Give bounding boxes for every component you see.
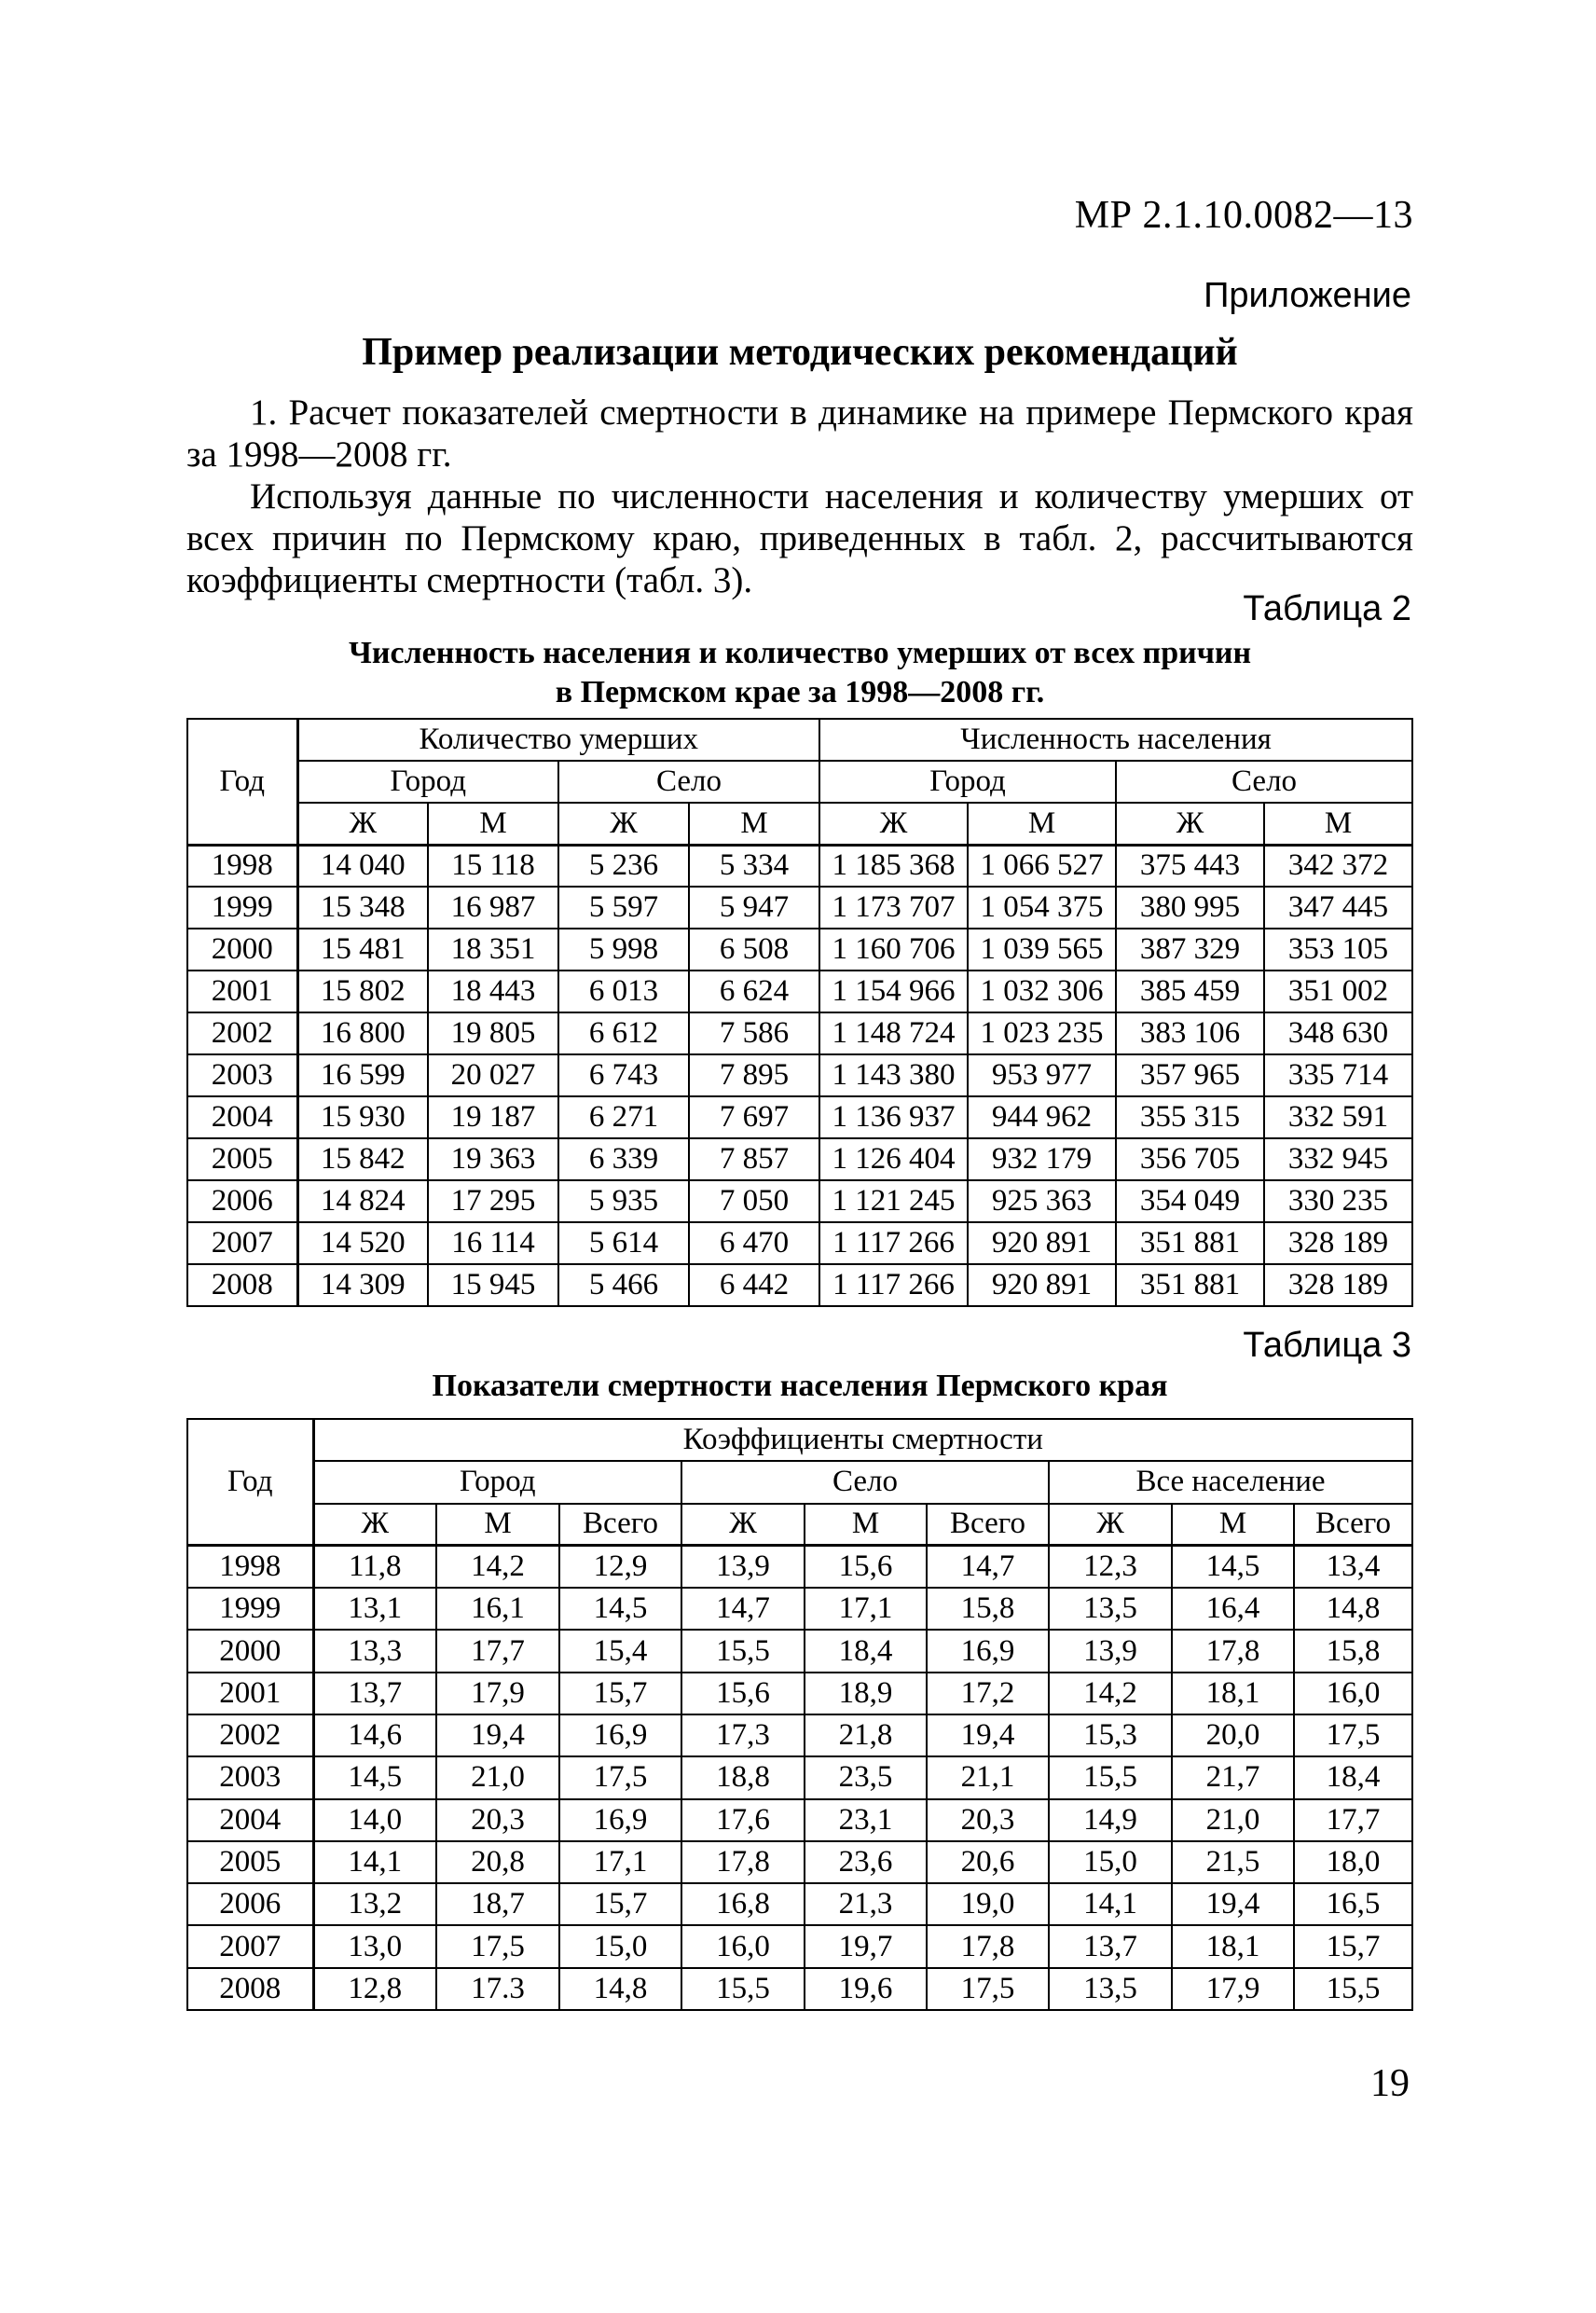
table-cell: 16,1 <box>436 1588 559 1630</box>
table-cell: 17,5 <box>559 1756 681 1798</box>
table-cell: 15 118 <box>428 845 558 887</box>
table-cell: 18,8 <box>681 1756 805 1798</box>
table-cell: 15,5 <box>1294 1968 1412 2010</box>
sex-m-header: М <box>428 803 558 845</box>
table-cell: 5 334 <box>689 845 819 887</box>
table-cell: 17,1 <box>559 1841 681 1883</box>
table-cell: 15,0 <box>559 1925 681 1967</box>
table-cell: 11,8 <box>313 1546 436 1588</box>
table-cell: 5 998 <box>558 929 689 971</box>
table-cell: 15 481 <box>297 929 428 971</box>
table-row <box>187 1588 1412 1630</box>
table-cell: 17,7 <box>436 1630 559 1672</box>
table-cell: 17,2 <box>927 1673 1049 1714</box>
table-cell: 14,6 <box>313 1714 436 1756</box>
table-row <box>187 1054 1412 1096</box>
sex-f-header: Ж <box>313 1504 436 1546</box>
table-row <box>187 1546 1412 1588</box>
year-cell: 2002 <box>187 1012 297 1054</box>
table-cell: 342 372 <box>1264 845 1412 887</box>
table-cell: 19,4 <box>1172 1883 1294 1925</box>
sex-m-header: М <box>689 803 819 845</box>
table-cell: 1 136 937 <box>819 1096 968 1138</box>
table-cell: 348 630 <box>1264 1012 1412 1054</box>
table-cell: 15,5 <box>681 1968 805 2010</box>
table-header-row <box>187 1461 1412 1503</box>
table-cell: 15,8 <box>927 1588 1049 1630</box>
table-cell: 19 805 <box>428 1012 558 1054</box>
table-row <box>187 1180 1412 1222</box>
table-cell: 1 023 235 <box>968 1012 1116 1054</box>
table2-label: Таблица 2 <box>1243 589 1411 628</box>
table-cell: 16,5 <box>1294 1883 1412 1925</box>
table-row <box>187 971 1412 1012</box>
table-cell: 944 962 <box>968 1096 1116 1138</box>
table-cell: 385 459 <box>1116 971 1264 1012</box>
table-cell: 1 148 724 <box>819 1012 968 1054</box>
table-cell: 15 930 <box>297 1096 428 1138</box>
table3-label: Таблица 3 <box>1243 1326 1411 1365</box>
appendix-label: Приложение <box>1204 276 1411 315</box>
table-cell: 14,5 <box>1172 1546 1294 1588</box>
year-header: Год <box>187 1419 313 1546</box>
deaths-city-header: Город <box>297 761 558 803</box>
table-cell: 18,7 <box>436 1883 559 1925</box>
table-cell: 16,9 <box>559 1714 681 1756</box>
table-cell: 14 520 <box>297 1222 428 1264</box>
table-cell: 17,5 <box>1294 1714 1412 1756</box>
table-row <box>187 1012 1412 1054</box>
table-header-row <box>187 719 1412 761</box>
table-cell: 13,3 <box>313 1630 436 1672</box>
table-row <box>187 1799 1412 1841</box>
year-cell: 2005 <box>187 1841 313 1883</box>
table-cell: 5 935 <box>558 1180 689 1222</box>
table-row <box>187 929 1412 971</box>
year-cell: 2006 <box>187 1883 313 1925</box>
year-cell: 2007 <box>187 1222 297 1264</box>
table-cell: 7 857 <box>689 1138 819 1180</box>
table-cell: 23,5 <box>805 1756 927 1798</box>
table-cell: 14,2 <box>1049 1673 1172 1714</box>
sex-f-header: Ж <box>1116 803 1264 845</box>
table-cell: 13,2 <box>313 1883 436 1925</box>
table-cell: 920 891 <box>968 1222 1116 1264</box>
table-cell: 19,0 <box>927 1883 1049 1925</box>
year-cell: 2007 <box>187 1925 313 1967</box>
table-cell: 387 329 <box>1116 929 1264 971</box>
table-row <box>187 1968 1412 2010</box>
table-cell: 1 117 266 <box>819 1264 968 1306</box>
table-cell: 1 032 306 <box>968 971 1116 1012</box>
table-cell: 15,5 <box>1049 1756 1172 1798</box>
table-row <box>187 845 1412 887</box>
sex-m-header: М <box>436 1504 559 1546</box>
table-cell: 16,9 <box>927 1630 1049 1672</box>
table-cell: 16 987 <box>428 887 558 929</box>
table-cell: 20,3 <box>927 1799 1049 1841</box>
table-cell: 5 947 <box>689 887 819 929</box>
table-cell: 13,5 <box>1049 1588 1172 1630</box>
table-cell: 1 126 404 <box>819 1138 968 1180</box>
table-cell: 13,4 <box>1294 1546 1412 1588</box>
table-cell: 15,0 <box>1049 1841 1172 1883</box>
table-cell: 13,0 <box>313 1925 436 1967</box>
table-cell: 5 597 <box>558 887 689 929</box>
year-cell: 1999 <box>187 887 297 929</box>
year-cell: 2005 <box>187 1138 297 1180</box>
table-cell: 6 013 <box>558 971 689 1012</box>
page-title: Пример реализации методических рекомендаций <box>362 331 1238 374</box>
table-cell: 15,7 <box>1294 1925 1412 1967</box>
table-cell: 16 599 <box>297 1054 428 1096</box>
table-cell: 17.3 <box>436 1968 559 2010</box>
sex-f-header: Ж <box>558 803 689 845</box>
table-header-row <box>187 761 1412 803</box>
year-cell: 1999 <box>187 1588 313 1630</box>
table-cell: 15,3 <box>1049 1714 1172 1756</box>
table-cell: 14,8 <box>559 1968 681 2010</box>
table-cell: 1 066 527 <box>968 845 1116 887</box>
table-cell: 1 121 245 <box>819 1180 968 1222</box>
table-cell: 15,7 <box>559 1883 681 1925</box>
table-cell: 383 106 <box>1116 1012 1264 1054</box>
sex-m-header: М <box>805 1504 927 1546</box>
table-row <box>187 1096 1412 1138</box>
table-cell: 18,9 <box>805 1673 927 1714</box>
population-deaths-table <box>186 718 1413 1307</box>
table-cell: 21,0 <box>1172 1799 1294 1841</box>
deaths-village-header: Село <box>558 761 819 803</box>
year-cell: 2008 <box>187 1968 313 2010</box>
table-cell: 332 591 <box>1264 1096 1412 1138</box>
table-cell: 925 363 <box>968 1180 1116 1222</box>
table-cell: 20,8 <box>436 1841 559 1883</box>
table-cell: 17,8 <box>1172 1630 1294 1672</box>
table3-title: Показатели смертности населения Пермского края <box>432 1369 1168 1403</box>
table-cell: 14,5 <box>559 1588 681 1630</box>
sex-f-header: Ж <box>819 803 968 845</box>
year-cell: 2002 <box>187 1714 313 1756</box>
table-cell: 17 295 <box>428 1180 558 1222</box>
table-cell: 351 881 <box>1116 1264 1264 1306</box>
table-cell: 12,8 <box>313 1968 436 2010</box>
table-row <box>187 1925 1412 1967</box>
table-cell: 356 705 <box>1116 1138 1264 1180</box>
table-cell: 18,1 <box>1172 1673 1294 1714</box>
page-number: 19 <box>1370 2062 1410 2105</box>
table-cell: 18 351 <box>428 929 558 971</box>
table-cell: 21,0 <box>436 1756 559 1798</box>
year-cell: 2004 <box>187 1096 297 1138</box>
paragraph-1: 1. Расчет показателей смертности в динамике на примере Пермского края за 1998—2008 гг. <box>186 392 1413 475</box>
table-cell: 6 339 <box>558 1138 689 1180</box>
table-cell: 1 185 368 <box>819 845 968 887</box>
table-cell: 19,6 <box>805 1968 927 2010</box>
table-row <box>187 1630 1412 1672</box>
table-row <box>187 887 1412 929</box>
table-cell: 14,2 <box>436 1546 559 1588</box>
table-cell: 15,6 <box>681 1673 805 1714</box>
table-cell: 14,1 <box>1049 1883 1172 1925</box>
table-cell: 920 891 <box>968 1264 1116 1306</box>
table-cell: 21,1 <box>927 1756 1049 1798</box>
table-cell: 21,3 <box>805 1883 927 1925</box>
table-cell: 15 945 <box>428 1264 558 1306</box>
table-header-row <box>187 1419 1412 1461</box>
table-cell: 13,7 <box>1049 1925 1172 1967</box>
table-cell: 17,1 <box>805 1588 927 1630</box>
table-cell: 5 614 <box>558 1222 689 1264</box>
table-cell: 16 114 <box>428 1222 558 1264</box>
table-cell: 18 443 <box>428 971 558 1012</box>
table-cell: 14,1 <box>313 1841 436 1883</box>
table-row <box>187 1264 1412 1306</box>
table-cell: 351 002 <box>1264 971 1412 1012</box>
table-cell: 17,9 <box>1172 1968 1294 2010</box>
table-cell: 6 470 <box>689 1222 819 1264</box>
table-cell: 19 187 <box>428 1096 558 1138</box>
table-row <box>187 1841 1412 1883</box>
table2-title <box>186 634 1413 712</box>
table-cell: 15,8 <box>1294 1630 1412 1672</box>
table-cell: 335 714 <box>1264 1054 1412 1096</box>
table-cell: 1 143 380 <box>819 1054 968 1096</box>
table-cell: 17,8 <box>927 1925 1049 1967</box>
table-cell: 15,5 <box>681 1630 805 1672</box>
sex-f-header: Ж <box>297 803 428 845</box>
sex-m-header: М <box>1172 1504 1294 1546</box>
table-cell: 23,6 <box>805 1841 927 1883</box>
table-cell: 7 895 <box>689 1054 819 1096</box>
table-cell: 375 443 <box>1116 845 1264 887</box>
table-cell: 17,9 <box>436 1673 559 1714</box>
total-header: Всего <box>559 1504 681 1546</box>
table-row <box>187 1756 1412 1798</box>
table-cell: 328 189 <box>1264 1264 1412 1306</box>
table-cell: 14 824 <box>297 1180 428 1222</box>
table-cell: 15,6 <box>805 1546 927 1588</box>
table-row <box>187 1883 1412 1925</box>
table-cell: 1 154 966 <box>819 971 968 1012</box>
table-row <box>187 1222 1412 1264</box>
table-cell: 16,0 <box>1294 1673 1412 1714</box>
table-cell: 17,8 <box>681 1841 805 1883</box>
table2-title-line1: Численность населения и количество умерших от всех причин <box>348 636 1252 670</box>
table-cell: 18,4 <box>805 1630 927 1672</box>
table-cell: 16,8 <box>681 1883 805 1925</box>
table-cell: 20,3 <box>436 1799 559 1841</box>
table-cell: 1 160 706 <box>819 929 968 971</box>
rates-all-header: Все население <box>1049 1461 1412 1503</box>
sex-m-header: М <box>1264 803 1412 845</box>
sex-f-header: Ж <box>1049 1504 1172 1546</box>
table-cell: 19 363 <box>428 1138 558 1180</box>
table-cell: 14,0 <box>313 1799 436 1841</box>
table-cell: 347 445 <box>1264 887 1412 929</box>
table-cell: 351 881 <box>1116 1222 1264 1264</box>
table-cell: 13,9 <box>1049 1630 1172 1672</box>
table-cell: 18,0 <box>1294 1841 1412 1883</box>
table-cell: 355 315 <box>1116 1096 1264 1138</box>
sex-m-header: М <box>968 803 1116 845</box>
rates-city-header: Город <box>313 1461 681 1503</box>
table-cell: 357 965 <box>1116 1054 1264 1096</box>
table-cell: 20 027 <box>428 1054 558 1096</box>
table-cell: 15 842 <box>297 1138 428 1180</box>
table-cell: 7 050 <box>689 1180 819 1222</box>
table-cell: 20,0 <box>1172 1714 1294 1756</box>
table-cell: 13,9 <box>681 1546 805 1588</box>
year-cell: 2003 <box>187 1756 313 1798</box>
table-cell: 15 348 <box>297 887 428 929</box>
table-cell: 328 189 <box>1264 1222 1412 1264</box>
table-cell: 17,5 <box>436 1925 559 1967</box>
table-cell: 14,8 <box>1294 1588 1412 1630</box>
year-cell: 2000 <box>187 929 297 971</box>
table-cell: 16,0 <box>681 1925 805 1967</box>
table-cell: 18,4 <box>1294 1756 1412 1798</box>
year-cell: 1998 <box>187 1546 313 1588</box>
table-cell: 1 173 707 <box>819 887 968 929</box>
table-cell: 1 054 375 <box>968 887 1116 929</box>
year-cell: 2001 <box>187 1673 313 1714</box>
year-cell: 2004 <box>187 1799 313 1841</box>
population-city-header: Город <box>819 761 1116 803</box>
deaths-header: Количество умерших <box>297 719 819 761</box>
year-cell: 2006 <box>187 1180 297 1222</box>
table-cell: 15,4 <box>559 1630 681 1672</box>
table-cell: 13,5 <box>1049 1968 1172 2010</box>
rates-village-header: Село <box>681 1461 1049 1503</box>
paragraph-2: Используя данные по численности населения и количеству умерших от всех причин по Пермскому краю, приведенных в табл. 2, рассчитываются коэффициенты смертности (табл. 3). <box>186 476 1413 600</box>
table-cell: 332 945 <box>1264 1138 1412 1180</box>
table-cell: 12,3 <box>1049 1546 1172 1588</box>
table-cell: 354 049 <box>1116 1180 1264 1222</box>
table-cell: 21,8 <box>805 1714 927 1756</box>
table-header-row <box>187 803 1412 845</box>
table-cell: 953 977 <box>968 1054 1116 1096</box>
table-cell: 6 612 <box>558 1012 689 1054</box>
table-header-row <box>187 1504 1412 1546</box>
table-cell: 380 995 <box>1116 887 1264 929</box>
table-cell: 7 586 <box>689 1012 819 1054</box>
table-cell: 14 040 <box>297 845 428 887</box>
table-cell: 330 235 <box>1264 1180 1412 1222</box>
table-cell: 13,7 <box>313 1673 436 1714</box>
table-cell: 19,4 <box>927 1714 1049 1756</box>
table2-title-line2: в Пермском крае за 1998—2008 гг. <box>555 675 1045 709</box>
coefficients-header: Коэффициенты смертности <box>313 1419 1412 1461</box>
table-cell: 13,1 <box>313 1588 436 1630</box>
total-header: Всего <box>927 1504 1049 1546</box>
table-cell: 16,4 <box>1172 1588 1294 1630</box>
table-cell: 14 309 <box>297 1264 428 1306</box>
year-cell: 2008 <box>187 1264 297 1306</box>
table-cell: 21,7 <box>1172 1756 1294 1798</box>
table-cell: 16 800 <box>297 1012 428 1054</box>
mortality-rates-table <box>186 1418 1413 2011</box>
table-cell: 6 743 <box>558 1054 689 1096</box>
table-cell: 19,7 <box>805 1925 927 1967</box>
table-cell: 353 105 <box>1264 929 1412 971</box>
table-cell: 17,5 <box>927 1968 1049 2010</box>
year-cell: 2000 <box>187 1630 313 1672</box>
table-cell: 12,9 <box>559 1546 681 1588</box>
table-cell: 6 508 <box>689 929 819 971</box>
table-cell: 5 466 <box>558 1264 689 1306</box>
table-cell: 18,1 <box>1172 1925 1294 1967</box>
table-cell: 14,7 <box>927 1546 1049 1588</box>
table-cell: 14,7 <box>681 1588 805 1630</box>
year-cell: 2001 <box>187 971 297 1012</box>
table-cell: 14,5 <box>313 1756 436 1798</box>
table-row <box>187 1673 1412 1714</box>
table-cell: 6 442 <box>689 1264 819 1306</box>
table-row <box>187 1714 1412 1756</box>
table-cell: 17,3 <box>681 1714 805 1756</box>
table-row <box>187 1138 1412 1180</box>
table-cell: 1 117 266 <box>819 1222 968 1264</box>
sex-f-header: Ж <box>681 1504 805 1546</box>
table-cell: 17,7 <box>1294 1799 1412 1841</box>
year-cell: 2003 <box>187 1054 297 1096</box>
table-cell: 19,4 <box>436 1714 559 1756</box>
table-cell: 16,9 <box>559 1799 681 1841</box>
population-village-header: Село <box>1116 761 1412 803</box>
table-cell: 932 179 <box>968 1138 1116 1180</box>
table-cell: 21,5 <box>1172 1841 1294 1883</box>
table-cell: 14,9 <box>1049 1799 1172 1841</box>
table-cell: 5 236 <box>558 845 689 887</box>
table-cell: 1 039 565 <box>968 929 1116 971</box>
table-cell: 15,7 <box>559 1673 681 1714</box>
table-cell: 20,6 <box>927 1841 1049 1883</box>
table-cell: 23,1 <box>805 1799 927 1841</box>
year-cell: 1998 <box>187 845 297 887</box>
total-header: Всего <box>1294 1504 1412 1546</box>
table-cell: 6 624 <box>689 971 819 1012</box>
document-code: МР 2.1.10.0082—13 <box>1074 194 1413 237</box>
table-cell: 7 697 <box>689 1096 819 1138</box>
population-header: Численность населения <box>819 719 1412 761</box>
year-header: Год <box>187 719 297 845</box>
table-cell: 6 271 <box>558 1096 689 1138</box>
table-cell: 15 802 <box>297 971 428 1012</box>
table-cell: 17,6 <box>681 1799 805 1841</box>
